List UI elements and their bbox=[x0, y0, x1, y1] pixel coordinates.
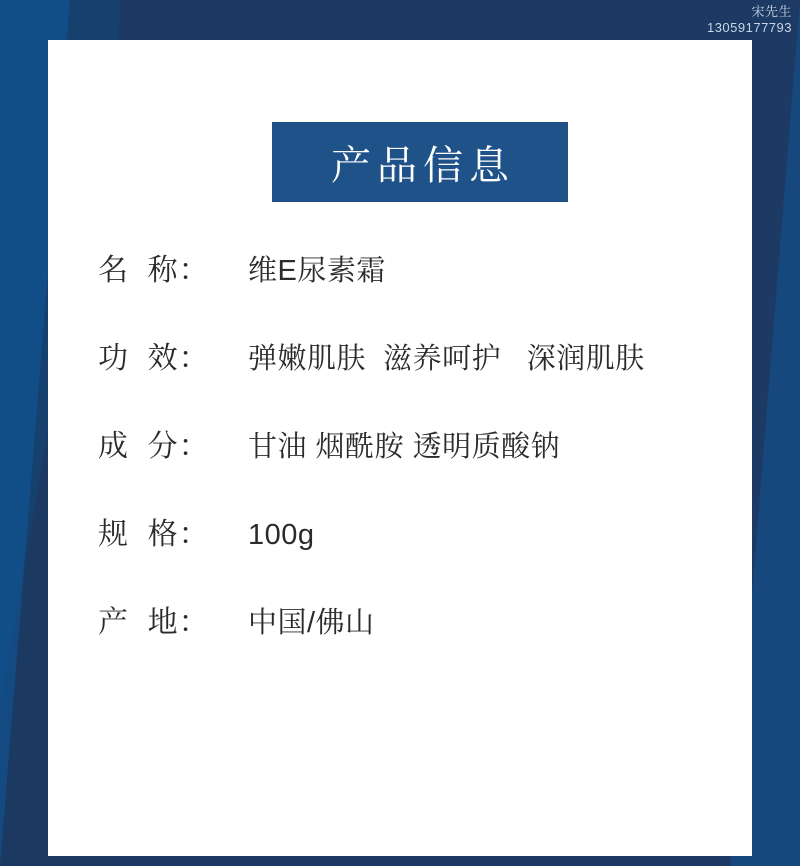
spec-value: 弹嫩肌肤 滋养呵护 深润肌肤 bbox=[248, 343, 645, 375]
watermark-name: 宋先生 bbox=[751, 4, 792, 19]
spec-label: 功 效： bbox=[98, 342, 210, 375]
title-banner bbox=[272, 122, 568, 202]
spec-label: 名 称： bbox=[98, 254, 210, 287]
page-title: 产品信息 bbox=[331, 143, 515, 188]
spec-value: 维E尿素霜 bbox=[248, 255, 386, 287]
spec-label: 产 地： bbox=[98, 606, 210, 639]
spec-row-name bbox=[98, 245, 708, 289]
info-card bbox=[48, 40, 752, 856]
spec-label: 成 分： bbox=[98, 430, 210, 463]
spec-row-size bbox=[98, 509, 708, 553]
spec-value: 甘油 烟酰胺 透明质酸钠 bbox=[248, 431, 561, 463]
watermark-phone: 13059177793 bbox=[706, 20, 792, 36]
spec-row-origin bbox=[98, 597, 708, 641]
spec-label: 规 格： bbox=[98, 518, 210, 551]
specification-list bbox=[98, 245, 708, 641]
watermark-contact bbox=[707, 4, 792, 37]
spec-row-ingredients bbox=[98, 421, 708, 465]
spec-value: 中国/佛山 bbox=[248, 607, 375, 639]
spec-row-effect bbox=[98, 333, 708, 377]
spec-value: 100g bbox=[248, 519, 315, 551]
